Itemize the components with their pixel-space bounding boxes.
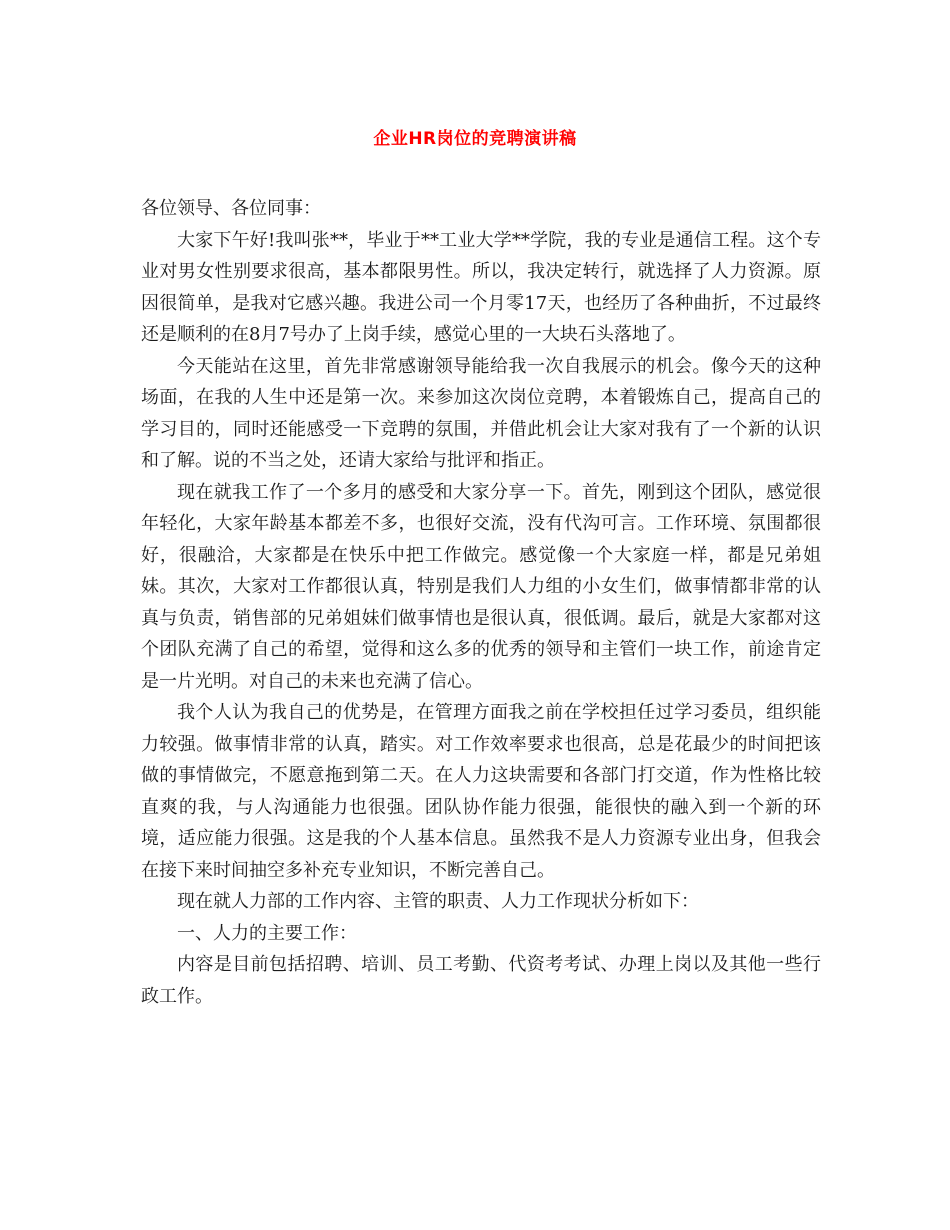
salutation: 各位领导、各位同事： xyxy=(141,198,321,219)
paragraph-intro: 大家下午好!我叫张**，毕业于**工业大学**学院，我的专业是通信工程。这个专业对男女性别要求很高，基本都限男性。所以，我决定转行，就选择了人力资源。原因很简单，是我对它感兴趣。我进公司一个月零17天，也经历了各种曲折，不过最终还是顺利的在8月7号办了上岗手续，感觉心里的一大块石头落地了。 xyxy=(141,229,821,345)
paragraph-analysis-intro: 现在就人力部的工作内容、主管的职责、人力工作现状分析如下： xyxy=(177,891,699,912)
document-title: 企业HR岗位的竞聘演讲稿 xyxy=(373,129,577,149)
paragraph-strengths: 我个人认为我自己的优势是，在管理方面我之前在学校担任过学习委员，组织能力较强。做事情非常的认真，踏实。对工作效率要求也很高，总是花最少的时间把该做的事情做完，不愿意拖到第二天。在人力这块需要和各部门打交道，作为性格比较直爽的我，与人沟通能力也很强。团队协作能力很强，能很快的融入到一个新的环境，适应能力很强。这是我的个人基本信息。虽然我不是人力资源专业出身，但我会在接下来时间抽空多补充专业知识，不断完善自己。 xyxy=(141,702,821,881)
document-body xyxy=(141,193,821,1012)
paragraph-main-work: 内容是目前包括招聘、培训、员工考勤、代资考考试、办理上岗以及其他一些行政工作。 xyxy=(141,954,821,1007)
paragraph-thanks: 今天能站在这里，首先非常感谢领导能给我一次自我展示的机会。像今天的这种场面，在我的人生中还是第一次。来参加这次岗位竞聘，本着锻炼自己，提高自己的学习目的，同时还能感受一下竞聘的氛围，并借此机会让大家对我有了一个新的认识和了解。说的不当之处，还请大家给与批评和指正。 xyxy=(141,355,821,471)
paragraph-experience: 现在就我工作了一个多月的感受和大家分享一下。首先，刚到这个团队，感觉很年轻化，大家年龄基本都差不多，也很好交流，没有代沟可言。工作环境、氛围都很好，很融洽，大家都是在快乐中把工作做完。感觉像一个大家庭一样，都是兄弟姐妹。其次，大家对工作都很认真，特别是我们人力组的小女生们，做事情都非常的认真与负责，销售部的兄弟姐妹们做事情也是很认真，很低调。最后，就是大家都对这个团队充满了自己的希望，觉得和这么多的优秀的领导和主管们一块工作，前途肯定是一片光明。对自己的未来也充满了信心。 xyxy=(141,481,821,692)
section-heading-main-work: 一、人力的主要工作： xyxy=(177,922,357,944)
